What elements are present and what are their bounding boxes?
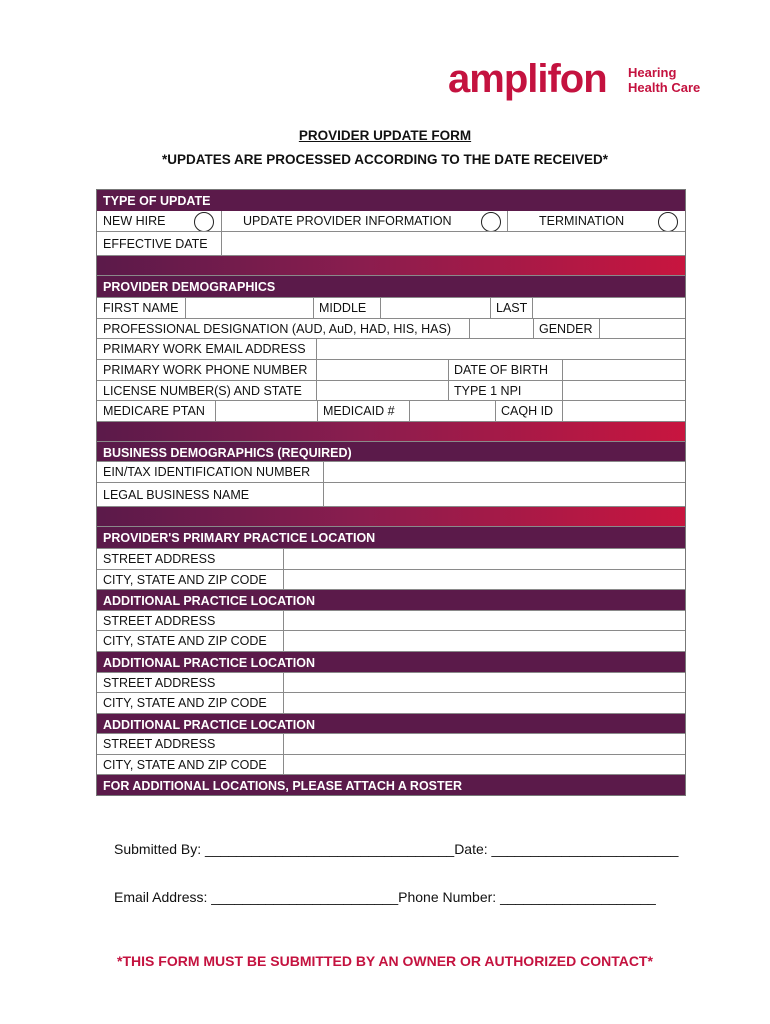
additional-1-city-row [97,630,685,651]
dob-input[interactable] [562,360,685,380]
update-info-label: UPDATE PROVIDER INFORMATION [243,213,452,228]
termination-label: TERMINATION [539,213,625,228]
primary-street-row [97,548,685,569]
license-label: LICENSE NUMBER(S) AND STATE [103,383,302,398]
effective-date-row [97,231,685,255]
license-row [97,380,685,401]
update-type-row [97,211,685,232]
street-label: STREET ADDRESS [103,675,216,690]
submitted-by-date-line[interactable]: Submitted By: ________________________________Date: ________________________ [114,841,679,857]
section-title: ADDITIONAL PRACTICE LOCATION [103,594,316,609]
email-phone-line[interactable]: Email Address: ________________________Phone Number: ____________________ [114,889,656,905]
logo-wordmark: amplifon [448,57,607,101]
phone-input[interactable] [316,360,448,380]
section-header-additional-location-3 [97,713,685,734]
section-header-primary-location [97,526,685,548]
section-title: PROVIDER'S PRIMARY PRACTICE LOCATION [103,530,376,545]
designation-label: PROFESSIONAL DESIGNATION (AUD, AuD, HAD, HIS, HAS) [103,321,451,336]
city-label: CITY, STATE AND ZIP CODE [103,757,267,772]
license-input[interactable] [316,381,448,401]
first-name-input[interactable] [185,298,313,318]
phone-label: PRIMARY WORK PHONE NUMBER [103,362,308,377]
middle-label: MIDDLE [319,301,367,316]
additional-3-city-input[interactable] [283,755,685,775]
form-subtitle: *UPDATES ARE PROCESSED ACCORDING TO THE DATE RECEIVED* [161,152,609,167]
designation-row [97,318,685,339]
street-label: STREET ADDRESS [103,551,216,566]
medicaid-input[interactable] [409,401,495,421]
section-header-additional-location-1 [97,589,685,610]
street-label: STREET ADDRESS [103,613,216,628]
section-header-provider-demographics [97,275,685,297]
email-label: PRIMARY WORK EMAIL ADDRESS [103,342,306,357]
legal-name-label: LEGAL BUSINESS NAME [103,487,250,502]
medicare-label: MEDICARE PTAN [103,404,205,419]
section-title: TYPE OF UPDATE [103,194,211,208]
city-label: CITY, STATE AND ZIP CODE [103,634,267,649]
amplifon-logo [448,56,708,104]
additional-1-street-input[interactable] [283,611,685,631]
additional-1-street-row [97,610,685,631]
additional-3-street-row [97,733,685,754]
effective-date-input[interactable] [221,232,685,255]
roster-note: FOR ADDITIONAL LOCATIONS, PLEASE ATTACH A ROSTER [103,779,463,794]
ein-input[interactable] [323,462,685,482]
last-label: LAST [496,301,528,316]
medicare-row [97,400,685,421]
city-label: CITY, STATE AND ZIP CODE [103,572,267,587]
phone-row [97,359,685,380]
gender-input[interactable] [599,319,685,339]
medicare-input[interactable] [215,401,317,421]
last-input[interactable] [532,298,685,318]
section-header-additional-location-2 [97,651,685,672]
section-divider [97,255,685,275]
additional-2-street-input[interactable] [283,673,685,693]
section-header-business-demographics [97,441,685,462]
additional-3-street-input[interactable] [283,734,685,754]
npi-input[interactable] [562,381,685,401]
gender-label: GENDER [539,321,593,336]
section-title: ADDITIONAL PRACTICE LOCATION [103,717,316,732]
email-input[interactable] [316,339,685,359]
new-hire-radio[interactable] [194,212,214,232]
dob-label: DATE OF BIRTH [454,362,548,377]
additional-2-city-row [97,692,685,713]
middle-input[interactable] [380,298,490,318]
section-title: BUSINESS DEMOGRAPHICS (REQUIRED) [103,445,352,460]
logo-tagline-line1: Hearing [628,65,677,80]
medicaid-label: MEDICAID # [323,404,395,419]
section-divider [97,506,685,526]
legal-name-row [97,482,685,506]
additional-3-city-row [97,754,685,775]
primary-street-input[interactable] [283,549,685,569]
npi-label: TYPE 1 NPI [454,383,522,398]
primary-city-row [97,569,685,590]
additional-2-city-input[interactable] [283,693,685,713]
update-info-radio[interactable] [481,212,501,232]
name-row [97,297,685,318]
roster-note-bar [97,774,685,795]
termination-radio[interactable] [658,212,678,232]
effective-date-label: EFFECTIVE DATE [103,237,208,252]
authorization-notice: *THIS FORM MUST BE SUBMITTED BY AN OWNER OR AUTHORIZED CONTACT* [117,953,653,969]
section-title: ADDITIONAL PRACTICE LOCATION [103,655,316,670]
caqh-input[interactable] [562,401,685,421]
primary-city-input[interactable] [283,570,685,590]
street-label: STREET ADDRESS [103,737,216,752]
additional-2-street-row [97,672,685,693]
ein-row [97,461,685,482]
designation-input[interactable] [469,319,533,339]
legal-name-input[interactable] [323,483,685,506]
form-title: PROVIDER UPDATE FORM [298,128,472,143]
section-title: PROVIDER DEMOGRAPHICS [103,280,276,295]
section-header-type-of-update [97,190,685,211]
first-name-label: FIRST NAME [103,301,179,316]
ein-label: EIN/TAX IDENTIFICATION NUMBER [103,465,311,480]
city-label: CITY, STATE AND ZIP CODE [103,696,267,711]
logo-tagline-line2: Health Care [628,80,701,95]
caqh-label: CAQH ID [501,404,554,419]
email-row [97,338,685,359]
logo-tagline [628,65,700,95]
provider-update-form [96,189,686,796]
new-hire-label: NEW HIRE [103,213,166,228]
section-divider [97,421,685,441]
additional-1-city-input[interactable] [283,631,685,651]
